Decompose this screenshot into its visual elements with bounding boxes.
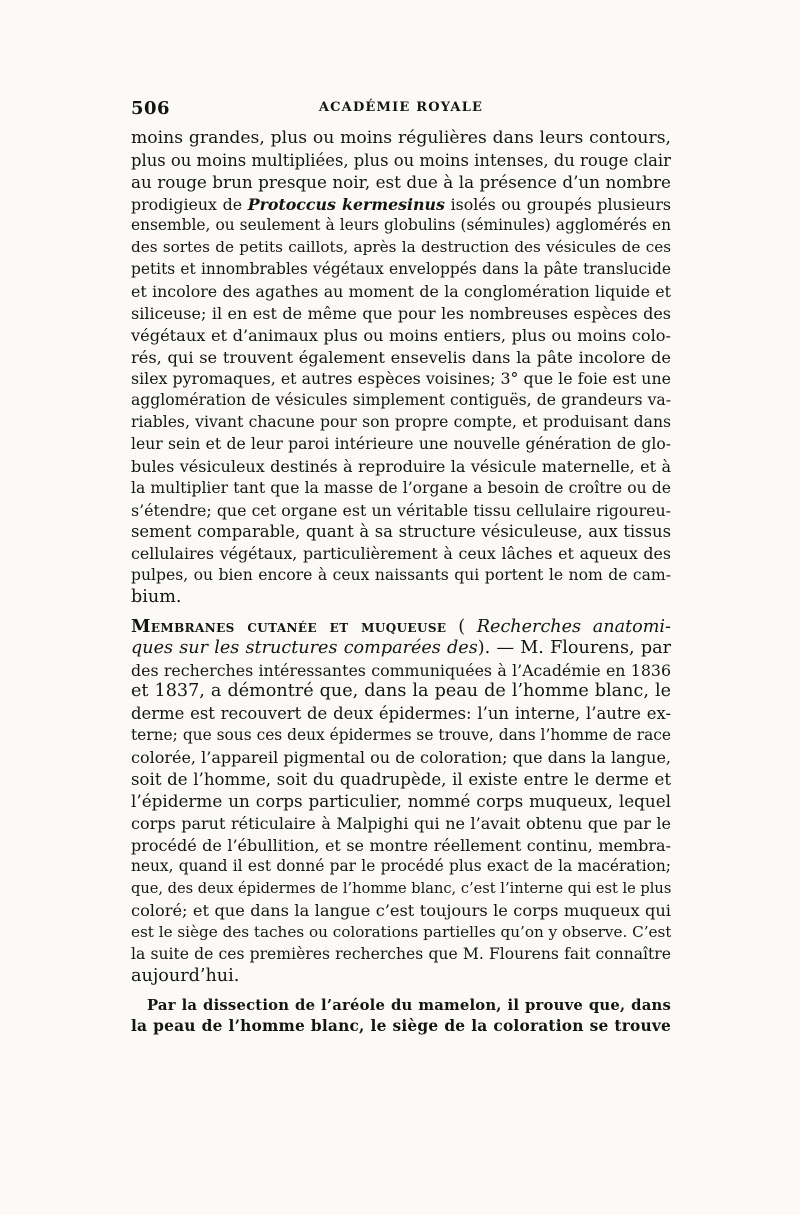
text-line: que, des deux épidermes de l’homme blanc, c’est l’interne qui est le plus bbox=[131, 880, 671, 898]
text-line: végétaux et d’animaux plus ou moins entiers, plus ou moins colo- bbox=[131, 325, 671, 345]
text-line: est le siège des taches ou colorations partielles qu’on y observe. C’est bbox=[131, 922, 671, 941]
page-number: 506 bbox=[131, 98, 171, 119]
heading-smallcaps: Membranes cutanée et muqueuse bbox=[131, 615, 447, 637]
text-line: silex pyromaques, et autres espèces voisines; 3° que le foie est une bbox=[131, 369, 671, 389]
heading-italic: Recherches anatomi- bbox=[476, 616, 671, 637]
species-name: Protoccus kermesinus bbox=[247, 194, 445, 214]
line-prefix: prodigieux de bbox=[131, 194, 243, 214]
text-line: procédé de l’ébullition, et se montre réellement continu, membra- bbox=[131, 835, 671, 855]
heading-paren: ( bbox=[458, 616, 466, 637]
text-line: agglomération de vésicules simplement contiguës, de grandeurs va- bbox=[131, 391, 671, 410]
section-heading bbox=[131, 616, 671, 638]
text-line: la multiplier tant que la masse de l’organe a besoin de croître ou de bbox=[131, 478, 671, 497]
text-line: des sortes de petits caillots, après la destruction des vésicules de ces bbox=[131, 238, 671, 257]
text-line: rés, qui se trouvent également ensevelis dans la pâte incolore de bbox=[131, 347, 671, 367]
text-line: la peau de l’homme blanc, le siège de la coloration se trouve bbox=[131, 1017, 671, 1036]
text-line: coloré; et que dans la langue c’est toujours le corps muqueux qui bbox=[131, 901, 671, 921]
text-line: Par la dissection de l’aréole du mamelon, il prouve que, dans bbox=[147, 996, 671, 1014]
text-line: s’étendre; que cet organe est un véritable tissu cellulaire rigoureu- bbox=[131, 500, 671, 520]
text-line: terne; que sous ces deux épidermes se trouve, dans l’homme de race bbox=[131, 726, 671, 745]
paragraph-3 bbox=[131, 995, 671, 1039]
text-line: la suite de ces premières recherches que M. Flourens fait connaître bbox=[131, 944, 671, 963]
paragraph-2 bbox=[131, 616, 671, 988]
text-line: petits et innombrables végétaux enveloppés dans la pâte translucide bbox=[131, 260, 671, 279]
body-text bbox=[131, 128, 671, 1038]
text-line: colorée, l’appareil pigmental ou de coloration; que dans la langue, bbox=[131, 748, 671, 768]
text-line: moins grandes, plus ou moins régulières dans leurs contours, bbox=[131, 128, 671, 148]
running-title: ACADÉMIE ROYALE bbox=[318, 100, 484, 115]
text-line: leur sein et de leur paroi intérieure une nouvelle génération de glo- bbox=[131, 435, 671, 454]
text-line: cellulaires végétaux, particulièrement à ceux lâches et aqueux des bbox=[131, 544, 671, 564]
text-line: soit de l’homme, soit du quadrupède, il existe entre le derme et bbox=[131, 769, 671, 789]
text-line: neux, quand il est donné par le procédé plus exact de la macération; bbox=[131, 857, 671, 876]
text-line: l’épiderme un corps particulier, nommé corps muqueux, lequel bbox=[131, 790, 671, 811]
line-rest: ). — M. Flourens, par bbox=[477, 637, 671, 658]
text-line: plus ou moins multipliées, plus ou moins intenses, du rouge clair bbox=[131, 150, 671, 170]
text-line: pulpes, ou bien encore à ceux naissants qui portent le nom de cam- bbox=[131, 566, 671, 585]
text-line: et incolore des agathes au moment de la conglomération liquide et bbox=[131, 282, 671, 302]
text-line: corps parut réticulaire à Malpighi qui ne l’avait obtenu que par le bbox=[131, 813, 671, 833]
running-head bbox=[131, 98, 671, 122]
text-line: riables, vivant chacune pour son propre compte, et produisant dans bbox=[131, 413, 671, 432]
text-line: ensemble, ou seulement à leurs globulins (séminules) agglomérés en bbox=[131, 216, 671, 235]
paragraph-1 bbox=[131, 128, 671, 609]
text-line: aujourd’hui. bbox=[131, 965, 240, 986]
text-line: bium. bbox=[131, 587, 182, 608]
text-line: bules vésiculeux destinés à reproduire la vésicule maternelle, et à bbox=[131, 456, 671, 476]
text-line-heading-cont bbox=[131, 638, 671, 660]
text-line-species bbox=[131, 194, 671, 216]
text-line: des recherches intéressantes communiquées à l’Académie en 1836 bbox=[131, 660, 671, 680]
text-line: derme est recouvert de deux épidermes: l’un interne, l’autre ex- bbox=[131, 704, 671, 724]
text-line: au rouge brun presque noir, est due à la présence d’un nombre bbox=[131, 171, 671, 192]
text-line: et 1837, a démontré que, dans la peau de l’homme blanc, le bbox=[131, 681, 671, 702]
text-line: siliceuse; il en est de même que pour les nombreuses espèces des bbox=[131, 303, 671, 323]
heading-italic-cont: ques sur les structures comparées des bbox=[131, 637, 478, 658]
text-line: sement comparable, quant à sa structure vésiculeuse, aux tissus bbox=[131, 522, 671, 542]
line-rest: isolés ou groupés plusieurs bbox=[450, 194, 671, 214]
